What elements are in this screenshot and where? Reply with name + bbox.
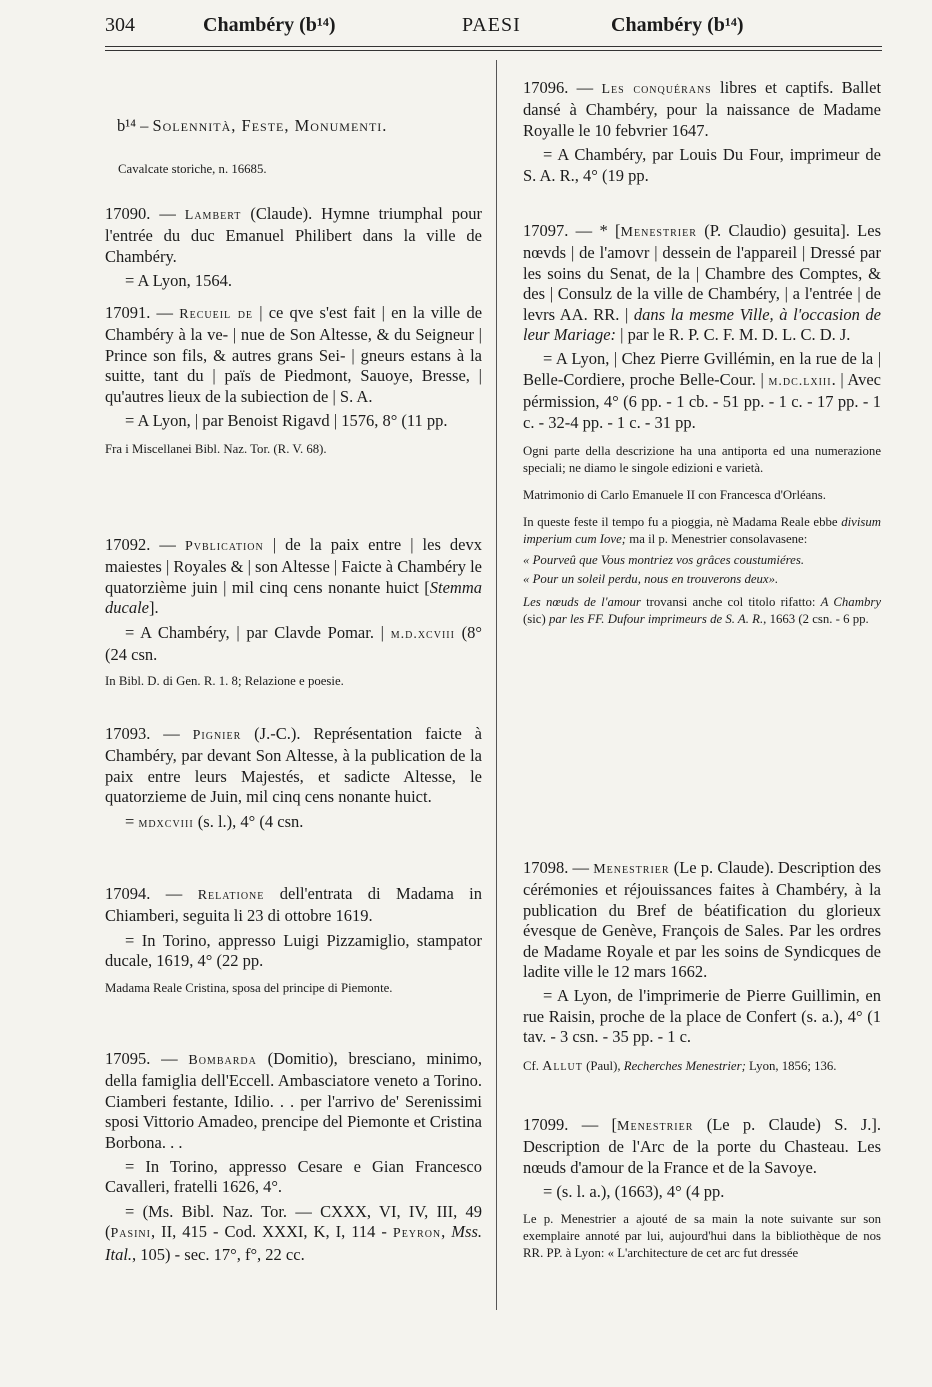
entry-note: Madama Reale Cristina, sposa del principe di Piemonte. bbox=[105, 980, 393, 995]
entry-17093 bbox=[105, 724, 482, 834]
entry-text: 17099. — [Menestrier (Le p. Claude) S. J.]. Description de l'Arc de la porte du Chasteau. Les nœuds d'amour de la France et de la Savoye. bbox=[523, 1115, 881, 1177]
entry-imprint: = A Lyon, 1564. bbox=[125, 271, 232, 291]
entry-text: 17097. — * [Menestrier (P. Claudio) gesuita]. Les nœvds | de l'amovr | dessein de l'appareil | Dressé par les soins du Senat, de la | Chambre des Comptes, & des | Consulz de la ville de Chambéry, | a l'entrée | de levrs AA. RR. | dans la mesme Ville, à l'occasion de leur Mariage: | par le R. P. C. F. M. D. L. C. D. J. bbox=[523, 221, 882, 345]
entry-imprint: = mdxcviii (s. l.), 4° (4 csn. bbox=[125, 811, 304, 831]
section-heading: b¹⁴ – Solennità, Feste, Monumenti. bbox=[117, 116, 388, 135]
crossref-note: Cavalcate storiche, n. 16685. bbox=[118, 162, 267, 176]
entry-note: Matrimonio di Carlo Emanuele II con Francesca d'Orléans. bbox=[523, 488, 826, 503]
entry-note: In Bibl. D. di Gen. R. 1. 8; Relazione e poesie. bbox=[105, 674, 344, 689]
entry-17098 bbox=[523, 858, 881, 1075]
verse-line: « Pour un soleil perdu, nous en trouverons deux». bbox=[523, 572, 779, 587]
entry-imprint: = A Chambéry, par Louis Du Four, imprimeur de S. A. R., 4° (19 pp. bbox=[523, 145, 881, 185]
header-right-title: Chambéry (b¹⁴) bbox=[611, 14, 744, 36]
entry-imprint: = A Lyon, de l'imprimerie de Pierre Guillimin, en rue Raisin, proche de la place de Confert (s. a.), 4° (1 tav. - 3 csn. - 35 pp. - 1 c. bbox=[523, 986, 881, 1047]
entry-note: In queste feste il tempo fu a pioggia, nè Madama Reale ebbe divisum imperium cum Iove; ma il p. Menestrier consolavasene: bbox=[523, 515, 881, 547]
entry-17095 bbox=[105, 1049, 482, 1265]
verse-line: « Pourveû que Vous montriez vos grâces coustumiéres. bbox=[523, 553, 805, 568]
page-number: 304 bbox=[105, 14, 135, 36]
header-center-title: PAESI bbox=[462, 14, 521, 36]
entry-text: 17093. — Pignier (J.-C.). Représentation faicte à Chambéry, par devant Son Altesse, à la publication de la paix entre leurs Majestés, et sadicte Altesse, le quatorzieme de Juin, mil cinq cens nonante huict. bbox=[105, 724, 482, 807]
header-rule-double bbox=[105, 50, 882, 51]
entry-text: 17091. — Recueil de | ce qve s'est fait | en la ville de Chambéry à la ve- | nue de Son Altesse, & du Seigneur | Prince son fils, & autres grans Sei- | gneurs estans à la suitte, tant du | païs de Piedmont, Sauoye, Bresse, | qu'autres lieux de la subiection de | S. A. bbox=[105, 303, 483, 406]
entry-17090 bbox=[105, 204, 482, 292]
running-header bbox=[105, 14, 884, 46]
header-left-title: Chambéry (b¹⁴) bbox=[203, 14, 336, 36]
column-divider bbox=[496, 60, 497, 1310]
entry-imprint: = A Lyon, | par Benoist Rigavd | 1576, 8° (11 pp. bbox=[125, 411, 448, 431]
entry-note: Fra i Miscellanei Bibl. Naz. Tor. (R. V. 68). bbox=[105, 442, 327, 457]
entry-text: 17094. — Relatione dell'entrata di Madama in Chiamberi, seguita li 23 di ottobre 1619. bbox=[105, 884, 483, 926]
entry-note: Le p. Menestrier a ajouté de sa main la note suivante sur son exemplaire annoté par lui, aujourd'hui dans la bibliothèque de nos RR. PP. à Lyon: « L'architecture de cet arc fut dressée bbox=[523, 1211, 881, 1260]
header-rule bbox=[105, 46, 882, 47]
entry-text: 17090. — Lambert (Claude). Hymne triumphal pour l'entrée du duc Emanuel Philibert dans la ville de Chambéry. bbox=[105, 204, 483, 266]
entry-note: Cf. Allut (Paul), Recherches Menestrier; Lyon, 1856; 136. bbox=[523, 1058, 837, 1074]
entry-imprint: = (s. l. a.), (1663), 4° (4 pp. bbox=[543, 1182, 725, 1202]
entry-17091 bbox=[105, 303, 482, 458]
entry-17092 bbox=[105, 535, 482, 690]
entry-17094 bbox=[105, 884, 482, 997]
entry-note: Les nœuds de l'amour trovansi anche col titolo rifatto: A Chambry (sic) par les FF. Dufour imprimeurs de S. A. R., 1663 (2 csn. - 6 pp. bbox=[523, 595, 882, 627]
entry-17099 bbox=[523, 1115, 881, 1262]
entry-17097 bbox=[523, 221, 881, 628]
entry-17096 bbox=[523, 78, 881, 186]
entry-imprint: = In Torino, appresso Cesare e Gian Francesco Cavalleri, fratelli 1626, 4°. bbox=[105, 1157, 482, 1197]
entry-imprint: = A Lyon, | Chez Pierre Gvillémin, en la rue de la | Belle-Cordiere, proche Belle-Cour. | m.dc.lxiii. | Avec pérmission, 4° (6 pp. - 1 cb. - 51 pp. - 1 c. - 17 pp. - 1 c. - 32-4 pp. - 1 c. - 31 pp. bbox=[523, 349, 881, 432]
entry-imprint: = A Chambéry, | par Clavde Pomar. | m.d.xcviii (8° (24 csn. bbox=[105, 622, 483, 665]
entry-imprint-manuscript: = (Ms. Bibl. Naz. Tor. — CXXX, VI, IV, III, 49 (Pasini, II, 415 - Cod. XXXI, K, I, 114 - Peyron, Mss. Ital., 105) - sec. 17°, f°, 22 cc. bbox=[105, 1201, 483, 1264]
entry-text: 17095. — Bombarda (Domitio), bresciano, minimo, della famiglia dell'Eccell. Ambasciatore veneto a Torino. Ciamberi festante, Idilio. . . per l'arrivo de' Serenissimi sposi Vittorio Amadeo, prencipe del Piemonte et Cristina Borbona. . . bbox=[105, 1049, 482, 1152]
entry-text: 17092. — Pvblication | de la paix entre | les devx maiestes | Royales & | son Altesse | Faicte à Chambéry le quatorzième juin | mil cinq cens nonante huict [Stemma ducale]. bbox=[105, 535, 482, 618]
entry-note: Ogni parte della descrizione ha una antiporta ed una numerazione speciali; ne diamo le singole edizioni e varietà. bbox=[523, 444, 881, 476]
entry-text: 17098. — Menestrier (Le p. Claude). Description des cérémonies et réjouissances faites à Chambéry, à la publication du Bref de béatification du glorieux évesque de Genève, François de Sales. Par les ordres de Madame Royale et par les soins de Syndicques de ladite ville le 12 mars 1662. bbox=[523, 858, 882, 982]
entry-imprint: = In Torino, appresso Luigi Pizzamiglio, stampator ducale, 1619, 4° (22 pp. bbox=[105, 930, 482, 971]
entry-text: 17096. — Les conquérans libres et captifs. Ballet dansé à Chambéry, pour la naissance de Madame Royalle le 10 febvrier 1647. bbox=[523, 78, 882, 140]
